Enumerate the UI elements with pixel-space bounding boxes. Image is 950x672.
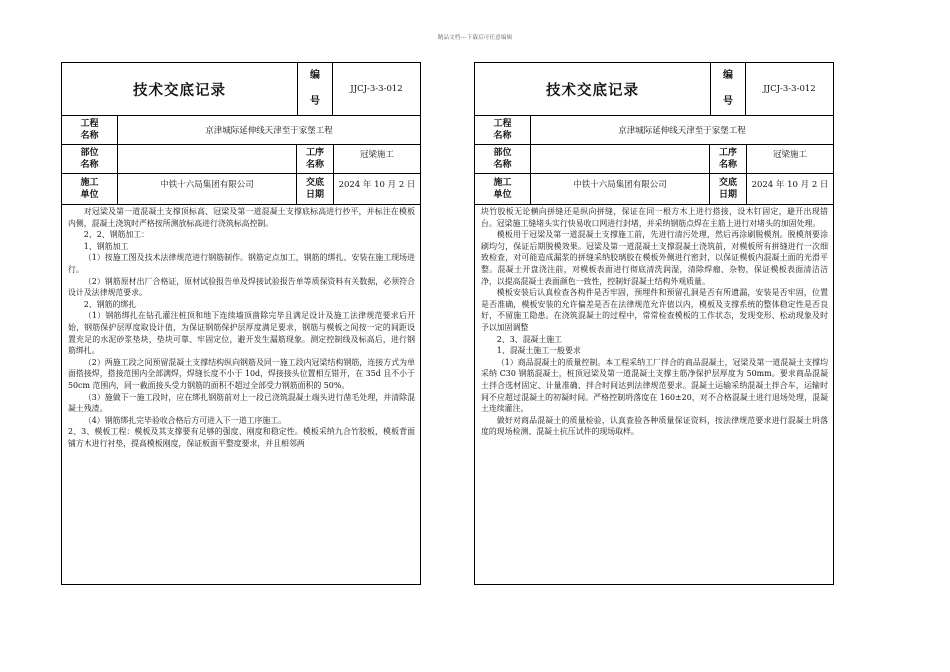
paragraph: 块竹胶板无论横向拼缝还是纵向拼缝，保证在同一根方木上进行搭接，设木钉固定，避开出现错台。冠梁施工缝堵头实行快易收口网进行封堵，并采纳钢筋点焊在主筋上进行对堵头的加固处理。: [481, 207, 828, 228]
process-label-2: 名称: [305, 160, 324, 170]
project-label-cell: [475, 116, 531, 144]
paragraph: （1）按施工图及技术法律规范进行钢筋制作。钢筋定点加工，钢筋的绑扎、安装在施工现场进行。: [68, 253, 415, 274]
code-value: JJCJ-3-3-012: [763, 84, 816, 94]
paragraph: 2、钢筋的绑扎: [83, 299, 137, 309]
paragraph: （2）钢筋原材出厂合格证，原材试验报告单及焊接试验报告单等质保资料有关数据，必须符合设计及法律规范要求。: [68, 276, 415, 298]
part-name-cell: [531, 145, 710, 173]
process-label-cell: [297, 145, 334, 173]
form-title-cell: [62, 63, 298, 115]
unit-name: 中铁十六局集团有限公司: [573, 180, 667, 190]
part-label-2: 名称: [80, 160, 99, 170]
watermark-text: 精品文档---下载后可任意编辑: [437, 35, 513, 41]
part-label-cell: [475, 145, 531, 173]
paragraph: （3）施做下一施工段时，应在绑扎钢筋前对上一段已浇筑混凝土端头进行凿毛处理，并清除混凝土残渣。: [68, 392, 415, 414]
date-label-1: 交底: [305, 178, 324, 188]
date-label-2: 日期: [305, 190, 324, 200]
form-title: 技术交底记录: [546, 82, 639, 99]
project-name: 京津城际延伸线天津至于家堡工程: [618, 126, 746, 136]
date-value: 2024 年 10 月 2 日: [338, 180, 416, 190]
paragraph: （1）商品混凝土的质量控制。本工程采纳工厂拌合的商品混凝土，冠梁及第一道混凝土支撑均采纳 C30 钢筋混凝土，桩顶冠梁及第一道混凝土支撑主筋净保护层厚度为 50mm。要求商品混凝土拌合选材固定、计量准确、拌合时间达到法律规范要求。混凝土运输采纳混凝土拌合车，运输时间不应超过混凝土的初凝时间。严格控制坍落度在 160±20，对不合格混凝土进行退场处理，混凝土连续灌注。: [481, 357, 828, 414]
code-label-2: 号: [723, 96, 733, 107]
project-label-1: 工程: [493, 119, 512, 129]
paragraph: 模板用于冠梁及第一道混凝土支撑施工前，先进行清污处理，然后再涂刷脱模剂。脱模剂要涂刷均匀，保证后期脱模效果。冠梁及第一道混凝土支撑混凝土浇筑前，对模板所有拼缝进行一次细致检查，对可能造成漏浆的拼缝采纳胶璃胶在模板外侧进行密封，以保证模板内混凝土面的光滑平整。混凝土开盘浇注前，对模板表面进行彻底清洗润湿，清除焊瘤、杂物，保证模板表面清洁洁净，以提高混凝土表面颜色一致性，控制好混凝土结构外观质量。: [481, 230, 828, 286]
header-row-project: [62, 116, 420, 145]
part-label-2: 名称: [493, 160, 512, 170]
process-name-cell: [334, 145, 420, 173]
part-label-1: 部位: [493, 148, 512, 158]
left-page: [61, 62, 421, 585]
project-name-cell: [531, 116, 833, 144]
process-label-cell: [710, 145, 747, 173]
left-body-text: [62, 205, 420, 584]
unit-label-2: 单位: [493, 190, 512, 200]
unit-label-cell: [475, 174, 531, 204]
code-label-cell: [298, 63, 333, 115]
paragraph: （2）两施工段之间预留混凝土支撑结构纵向钢筋及同一施工段内冠梁结构钢筋，连接方式为单面搭接焊，搭接范围内全部满焊，焊缝长度不小于 10d，焊接接头位置相互错开，在 35d 且不小于 50cm 范围内，同一截面接头受力钢筋的面积不超过全部受力钢筋面积的 50%。: [68, 357, 415, 390]
unit-label-1: 施工: [80, 178, 99, 188]
form-title: 技术交底记录: [133, 82, 226, 99]
process-name: 冠梁施工: [359, 150, 394, 160]
process-name: 冠梁施工: [772, 150, 807, 160]
unit-label-cell: [62, 174, 118, 204]
process-label-1: 工序: [305, 148, 324, 158]
paragraph: （4）钢筋绑扎完毕验收合格后方可进入下一道工序施工。: [83, 415, 287, 425]
code-value: JJCJ-3-3-012: [350, 84, 403, 94]
process-label-1: 工序: [718, 148, 737, 158]
process-label-2: 名称: [718, 160, 737, 170]
project-name: 京津城际延伸线天津至于家堡工程: [205, 126, 333, 136]
part-label-cell: [62, 145, 118, 173]
header-row-part: [62, 145, 420, 174]
header-row-part: [475, 145, 833, 174]
unit-name: 中铁十六局集团有限公司: [160, 180, 254, 190]
paragraph: （1）钢筋绑扎在钻孔灌注桩顶和地下连续墙顶凿除完毕且满足设计及施工法律规范要求后开始，钢筋保护层厚度取设计值，为保证钢筋保护层厚度满足要求，钢筋与模板之间按一定的间距设置充足的水泥砂浆垫块，垫块可靠、牢固定位，避开发生漏筋现象。测定控制线及标高后，进行钢筋绑扎。: [68, 311, 415, 356]
code-label-1: 编: [723, 70, 733, 81]
date-label-cell: [710, 174, 747, 204]
date-cell: [334, 174, 420, 204]
header-row-unit: [475, 174, 833, 205]
paragraph: 1、混凝土施工一般要求: [496, 346, 581, 356]
paragraph: 1、钢筋加工: [83, 241, 129, 251]
header-row-unit: [62, 174, 420, 205]
header-row-title: [475, 63, 833, 116]
unit-label-2: 单位: [80, 190, 99, 200]
right-body-text: [475, 205, 833, 584]
header-row-title: [62, 63, 420, 116]
code-value-cell: [746, 63, 833, 115]
form-title-cell: [475, 63, 711, 115]
paragraph: 2、3、混凝土施工: [496, 334, 563, 344]
process-name-cell: [747, 145, 833, 173]
right-page: [474, 62, 834, 585]
date-label-1: 交底: [718, 178, 737, 188]
paragraph: 2、3、模板工程：模板及其支撑要有足够的强度、刚度和稳定性。模板采纳九合竹胶板，模板背面铺方木进行衬垫，提高模板刚度，保证板面平整度要求，并且相邻两: [68, 427, 415, 448]
paragraph: 模板安装后认真检查各构件是否牢固，预埋件和预留孔洞是否有所遗漏，安装是否牢固，位置是否准确，模板安装的允许偏差是否在法律规范允许值以内，模板及支撑系统的整体稳定性是否良好，不留施工隐患。在浇筑混凝土的过程中，常常检查模板的工作状态，发现变形、松动现象及时予以加固调整: [481, 288, 828, 332]
project-label-1: 工程: [80, 119, 99, 129]
code-label-cell: [711, 63, 746, 115]
project-label-cell: [62, 116, 118, 144]
code-label-2: 号: [310, 96, 320, 107]
date-cell: [747, 174, 833, 204]
date-label-2: 日期: [718, 190, 737, 200]
date-value: 2024 年 10 月 2 日: [751, 180, 829, 190]
header-row-project: [475, 116, 833, 145]
code-label-1: 编: [310, 70, 320, 81]
unit-name-cell: [118, 174, 297, 204]
paragraph: 2、2、钢筋加工：: [83, 230, 150, 240]
code-value-cell: [333, 63, 420, 115]
unit-name-cell: [531, 174, 710, 204]
part-label-1: 部位: [80, 148, 99, 158]
paragraph: 做好对商品混凝土的质量检验，认真查验各种质量保证资料，按法律规范要求进行混凝土坍落度的现场检测、混凝土抗压试件的现场取样。: [481, 415, 828, 437]
project-name-cell: [118, 116, 420, 144]
paragraph: 对冠梁及第一道混凝土支撑顶标高、冠梁及第一道混凝土支撑底标高进行抄平，并标注在模板内侧，混凝土浇筑时严格按所测放标高进行浇筑标高控制。: [68, 207, 415, 228]
part-name-cell: [118, 145, 297, 173]
date-label-cell: [297, 174, 334, 204]
project-label-2: 名称: [80, 131, 99, 141]
unit-label-1: 施工: [493, 178, 512, 188]
project-label-2: 名称: [493, 131, 512, 141]
